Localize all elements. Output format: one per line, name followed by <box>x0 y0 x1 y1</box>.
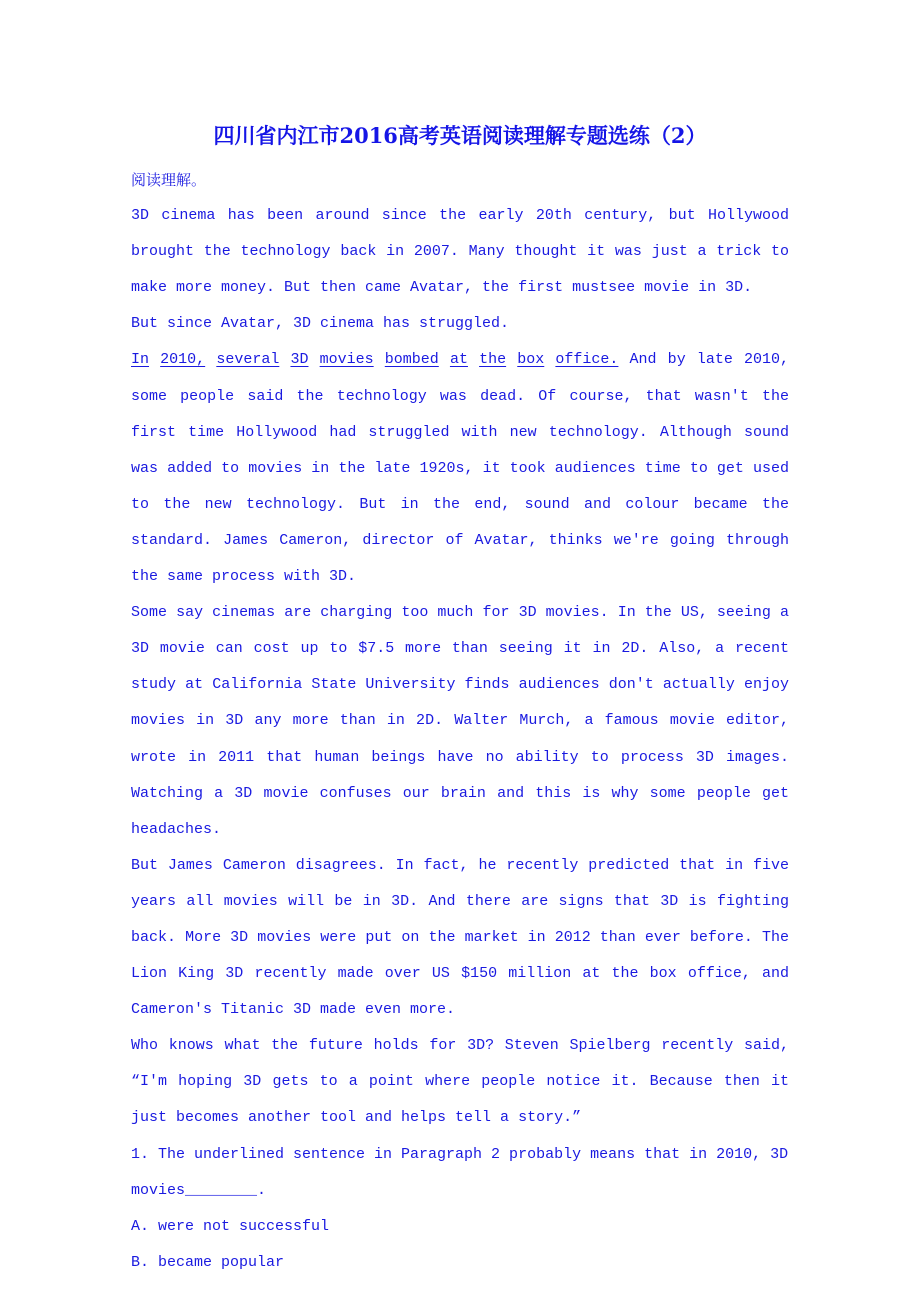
section-label: 阅读理解。 <box>131 171 207 189</box>
paragraph-3 <box>131 342 789 595</box>
question-option-a: A. were not successful <box>131 1217 330 1235</box>
paragraph-3-rest: And by late 2010, some people said the technology was dead. Of course, that wasn't the first time Hollywood had struggled with new technology. Although sound was added to movies in the late 1920s, it took audiences time to get used to the new technology. But in the end, sound and colour became the standard. James Cameron, director of Avatar, thinks we're going through the same process with 3D. <box>131 351 789 586</box>
underlined-word: In <box>131 351 150 369</box>
underlined-word: office. <box>555 351 619 369</box>
paragraph-6: Who knows what the future holds for 3D? Steven Spielberg recently said, “I'm hoping 3D gets to a point where people notice it. Because then it just becomes another tool and helps tell a story.” <box>131 1037 789 1127</box>
underlined-word: at <box>449 351 468 369</box>
underlined-word: box <box>517 351 545 369</box>
paragraph-1: 3D cinema has been around since the early 20th century, but Hollywood brought the technology back in 2007. Many thought it was just a trick to make more money. But then came Avatar, the first mustsee movie in 3D. <box>131 207 789 297</box>
paragraph-2: But since Avatar, 3D cinema has struggled. <box>131 315 510 333</box>
underlined-word: several <box>216 351 280 369</box>
question-stem: 1. The underlined sentence in Paragraph 2 probably means that in 2010, 3D movies________. <box>131 1145 789 1199</box>
paragraph-5: But James Cameron disagrees. In fact, he recently predicted that in five years all movies will be in 3D. And there are signs that 3D is fighting back. More 3D movies were put on the market in 2012 than ever before. The Lion King 3D recently made over US $150 million at the box office, and Cameron's Titanic 3D made even more. <box>131 856 789 1019</box>
paragraph-4: Some say cinemas are charging too much for 3D movies. In the US, seeing a 3D movie can cost up to $7.5 more than seeing it in 2D. Also, a recent study at California State University finds audiences don't actually enjoy movies in 3D any more than in 2D. Walter Murch, a famous movie editor, wrote in 2011 that human beings have no ability to process 3D images. Watching a 3D movie confuses our brain and this is why some people get headaches. <box>131 604 789 838</box>
underlined-word: 2010, <box>160 351 206 369</box>
underlined-word: bombed <box>384 351 439 369</box>
underlined-word: movies <box>319 351 374 369</box>
document-body <box>131 162 789 1281</box>
underlined-word: 3D <box>290 351 309 369</box>
document-title: 四川省内江市2016高考英语阅读理解专题选练（2） <box>213 123 707 148</box>
underlined-word: the <box>479 351 507 369</box>
question-option-b: B. became popular <box>131 1253 285 1271</box>
